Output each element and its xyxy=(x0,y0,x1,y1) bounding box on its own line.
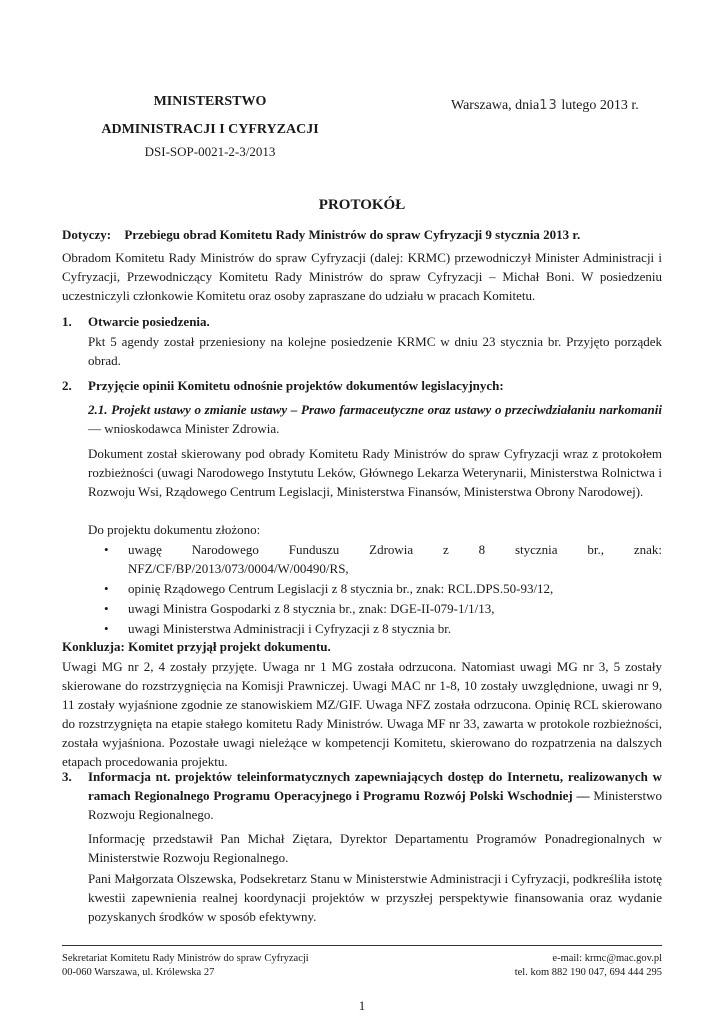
list-item-text: opinię Rządowego Centrum Legislacji z 8 stycznia br., znak: RCL.DPS.50-93/12, xyxy=(128,581,554,596)
bullet-icon: • xyxy=(104,581,109,596)
section1-body: Pkt 5 agendy został przeniesiony na kolejne posiedzenie KRMC w dniu 23 stycznia br. Przyjęto porządek obrad. xyxy=(88,334,662,368)
reference-number: DSI-SOP-0021-2-3/2013 xyxy=(144,144,276,159)
conclusion-body: Uwagi MG nr 2, 4 zostały przyjęte. Uwaga nr 1 MG została odrzucona. Natomiast uwagi MG nr 3, 5 zostały skierowane do rozstrzygnięcia na Komisji Prawniczej. Uwagi MAC nr 1-8, 10 zostały uwzględnione, uwagi nr 9, 11 zostały wyjaśnione zgodnie ze stanowiskiem MZ/GIF. Uwaga NFZ została odrzucona. Opinię RCL skierowano do rozstrzygnięta na etapie stałego komitetu Rady Ministrów. Uwaga MF nr 33, zawarta w protokole rozbieżności, została wyjaśniona. Pozostałe uwagi nieleżące w kompetencji Komitetu, skierowano do rozpatrzenia na dalszych etapach procedowania projektu. xyxy=(62,659,662,769)
footer-phone: tel. kom 882 190 047, 694 444 295 xyxy=(514,967,662,978)
section1-number: 1. xyxy=(62,314,72,329)
section3-number: 3. xyxy=(62,769,72,784)
footer-street: 00-060 Warszawa, ul. Królewska 27 xyxy=(62,967,215,978)
list-item-text: uwagi Ministerstwa Administracji i Cyfryzacji z 8 stycznia br. xyxy=(128,621,452,636)
date-line xyxy=(451,96,661,115)
section3-paragraph2: Pani Małgorzata Olszewska, Podsekretarz Stanu w Ministerstwie Administracji i Cyfryzacji, podkreśliła istotę kwestii zapewnienia realnej koordynacji projektów w przyszłej perspektywie finansowania oraz wydanie pozyskanych środków w sposób efektywny. xyxy=(88,871,662,924)
page-number: 1 xyxy=(358,998,366,1013)
date-day-handwritten: 13 xyxy=(539,98,558,113)
list-item-text: uwagę Narodowego Funduszu Zdrowia z 8 stycznia br., znak: NFZ/CF/BP/2013/073/0004/W/00490/RS, xyxy=(128,542,662,576)
section3-title-block xyxy=(88,767,662,824)
footer-address xyxy=(62,952,382,980)
list-item-text: uwagi Ministra Gospodarki z 8 stycznia br., znak: DGE-II-079-1/1/13, xyxy=(128,601,495,616)
section1-title: Otwarcie posiedzenia. xyxy=(88,314,210,329)
footer-contact xyxy=(400,952,662,980)
section1-heading xyxy=(62,312,662,331)
section2-paragraph2: Do projektu dokumentu złożono: xyxy=(88,522,261,537)
section3-applicant: Ministerstwo Rozwoju Regionalnego. xyxy=(88,788,662,822)
section2-heading xyxy=(62,376,662,395)
intro-paragraph: Obradom Komitetu Rady Ministrów do spraw Cyfryzacji (dalej: KRMC) przewodniczył Minister Administracji i Cyfryzacji, Przewodniczący Komitetu Rady Ministrów do spraw Cyfryzacji – Michał Boni. W posiedzeniu uczestniczyli członkowie Komitetu oraz osoby zapraszane do udziału w pracach Komitetu. xyxy=(62,250,662,303)
subsection-2-1-number: 2.1. xyxy=(88,402,108,417)
subject-label: Dotyczy: xyxy=(62,227,112,242)
page-title: PROTOKÓŁ xyxy=(318,197,406,213)
list-item xyxy=(104,579,662,598)
section2-number: 2. xyxy=(62,378,72,393)
date-month-year: lutego 2013 r. xyxy=(561,98,639,113)
subject-text: Przebiegu obrad Komitetu Rady Ministrów do spraw Cyfryzacji 9 stycznia 2013 r. xyxy=(124,227,581,242)
ministry-name-line1: MINISTERSTWO xyxy=(153,94,267,109)
section2-submissions-list xyxy=(104,540,662,639)
conclusion-heading: Konkluzja: Komitet przyjął projekt dokumentu. xyxy=(62,639,331,654)
section2-title: Przyjęcie opinii Komitetu odnośnie projektów dokumentów legislacyjnych: xyxy=(88,378,504,393)
footer-email: e-mail: krmc@mac.gov.pl xyxy=(552,953,662,964)
date-place: Warszawa, dnia xyxy=(451,98,540,113)
footer-divider xyxy=(62,945,662,946)
list-item xyxy=(104,619,662,638)
subsection-2-1-applicant: — wnioskodawca Minister Zdrowia. xyxy=(88,421,280,436)
bullet-icon: • xyxy=(104,601,109,616)
ministry-name-line2: ADMINISTRACJI I CYFRYZACJI xyxy=(101,122,319,137)
list-item xyxy=(104,599,662,618)
bullet-icon: • xyxy=(104,621,109,636)
subject-line xyxy=(62,225,682,244)
section3-title: Informacja nt. projektów teleinformatycznych zapewniających dostęp do Internetu, realizowanych w ramach Regionalnego Programu Operacyjnego i Programu Rozwój Polski Wschodniej — xyxy=(88,769,662,803)
bullet-icon: • xyxy=(104,542,109,557)
section3-paragraph1: Informację przedstawił Pan Michał Ziętara, Dyrektor Departamentu Programów Ponadregionalnych w Ministerstwie Rozwoju Regionalnego. xyxy=(88,831,662,865)
footer-secretariat: Sekretariat Komitetu Rady Ministrów do spraw Cyfryzacji xyxy=(62,953,309,964)
section3-heading xyxy=(62,767,662,824)
subsection-2-1-title: Projekt ustawy o zmianie ustawy – Prawo farmaceutyczne oraz ustawy o przeciwdziałaniu narkomanii xyxy=(111,402,663,417)
list-item xyxy=(104,540,662,578)
subsection-2-1 xyxy=(88,400,662,438)
section2-paragraph1: Dokument został skierowany pod obrady Komitetu Rady Ministrów do spraw Cyfryzacji wraz z protokołem rozbieżności (uwagi Narodowego Instytutu Leków, Głównego Lekarza Weterynarii, Ministerstwa Rolnictwa i Rozwoju Wsi, Rządowego Centrum Legislacji, Ministerstwa Finansów, Ministerstwa Obrony Narodowej). xyxy=(88,446,662,499)
